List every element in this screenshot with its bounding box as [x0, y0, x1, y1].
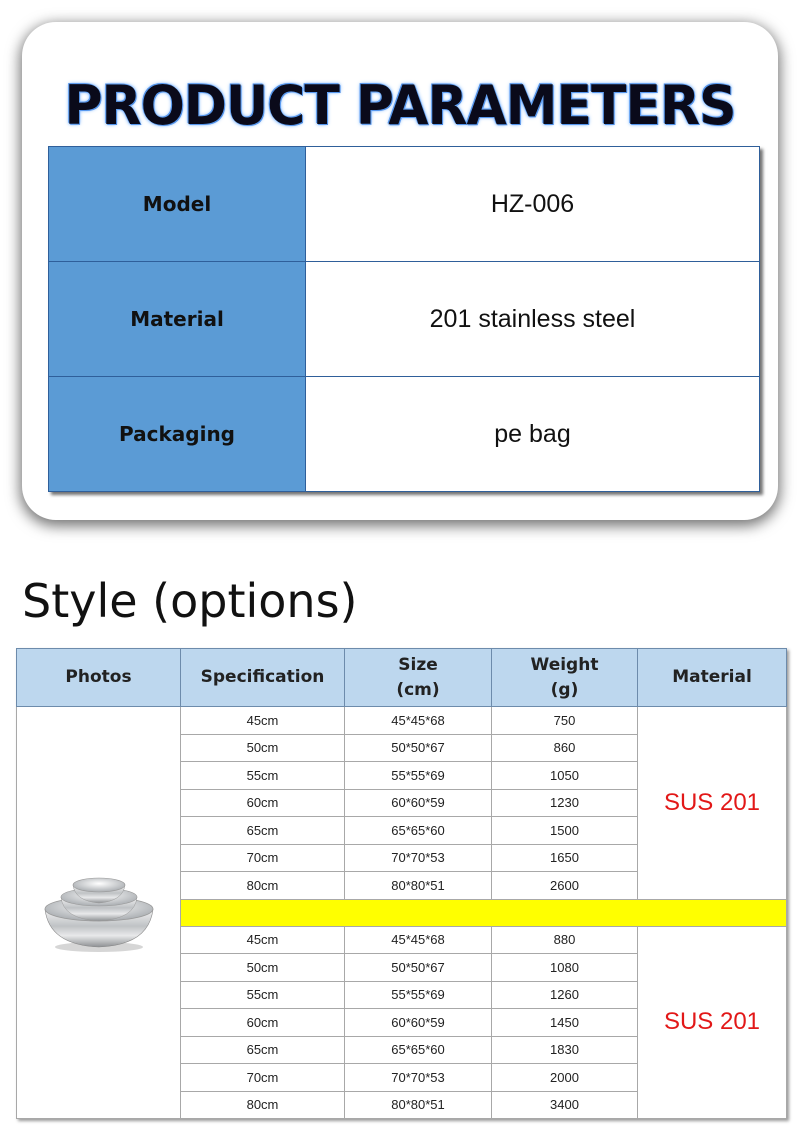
param-key: Packaging	[49, 377, 306, 492]
weight-cell: 1260	[492, 981, 638, 1009]
header-material: Material	[638, 649, 787, 707]
size-cell: 70*70*53	[345, 1064, 492, 1092]
page-title: PRODUCT PARAMETERS	[64, 74, 736, 138]
weight-cell: 1050	[492, 762, 638, 790]
header-weight-unit: (g)	[550, 679, 579, 700]
weight-cell: 2000	[492, 1064, 638, 1092]
weight-cell: 1830	[492, 1036, 638, 1064]
size-cell: 65*65*60	[345, 1036, 492, 1064]
spec-cell: 80cm	[181, 872, 345, 900]
product-parameters-card	[22, 22, 778, 520]
table-row	[17, 707, 787, 735]
spec-cell: 70cm	[181, 1064, 345, 1092]
weight-cell: 1500	[492, 817, 638, 845]
weight-cell: 1450	[492, 1009, 638, 1037]
size-cell: 45*45*68	[345, 926, 492, 954]
material-cell: SUS 201	[638, 926, 787, 1119]
weight-cell: 860	[492, 734, 638, 762]
size-cell: 45*45*68	[345, 707, 492, 735]
size-cell: 60*60*59	[345, 789, 492, 817]
param-row-material	[49, 262, 760, 377]
weight-cell: 2600	[492, 872, 638, 900]
spec-cell: 60cm	[181, 789, 345, 817]
spec-cell: 55cm	[181, 981, 345, 1009]
spec-cell: 50cm	[181, 954, 345, 982]
param-value: 201 stainless steel	[306, 262, 760, 377]
weight-cell: 3400	[492, 1091, 638, 1119]
spec-cell: 65cm	[181, 1036, 345, 1064]
spec-cell: 55cm	[181, 762, 345, 790]
bowl-stack-image	[39, 861, 159, 961]
spec-cell: 70cm	[181, 844, 345, 872]
weight-cell: 1650	[492, 844, 638, 872]
header-weight	[492, 649, 638, 707]
param-value: HZ-006	[306, 147, 760, 262]
spec-header-row	[17, 649, 787, 707]
weight-cell: 1230	[492, 789, 638, 817]
header-photos: Photos	[17, 649, 181, 707]
header-size	[345, 649, 492, 707]
spec-cell: 65cm	[181, 817, 345, 845]
spec-cell: 45cm	[181, 707, 345, 735]
spec-cell: 50cm	[181, 734, 345, 762]
param-row-model	[49, 147, 760, 262]
param-value: pe bag	[306, 377, 760, 492]
spec-cell: 45cm	[181, 926, 345, 954]
size-cell: 60*60*59	[345, 1009, 492, 1037]
weight-cell: 1080	[492, 954, 638, 982]
weight-cell: 880	[492, 926, 638, 954]
header-size-label: Size	[398, 654, 438, 675]
parameters-table	[48, 146, 760, 492]
material-cell: SUS 201	[638, 707, 787, 900]
size-cell: 80*80*51	[345, 1091, 492, 1119]
param-row-packaging	[49, 377, 760, 492]
header-specification: Specification	[181, 649, 345, 707]
size-cell: 65*65*60	[345, 817, 492, 845]
size-cell: 50*50*67	[345, 954, 492, 982]
param-key: Model	[49, 147, 306, 262]
spec-cell: 60cm	[181, 1009, 345, 1037]
size-cell: 55*55*69	[345, 981, 492, 1009]
size-cell: 80*80*51	[345, 872, 492, 900]
spec-table	[16, 648, 787, 1119]
style-heading: Style (options)	[22, 574, 358, 628]
header-size-unit: (cm)	[396, 679, 440, 700]
header-weight-label: Weight	[530, 654, 599, 675]
yellow-separator	[181, 899, 787, 926]
size-cell: 50*50*67	[345, 734, 492, 762]
param-key: Material	[49, 262, 306, 377]
spec-cell: 80cm	[181, 1091, 345, 1119]
product-photo-cell	[17, 707, 181, 1119]
size-cell: 70*70*53	[345, 844, 492, 872]
weight-cell: 750	[492, 707, 638, 735]
size-cell: 55*55*69	[345, 762, 492, 790]
